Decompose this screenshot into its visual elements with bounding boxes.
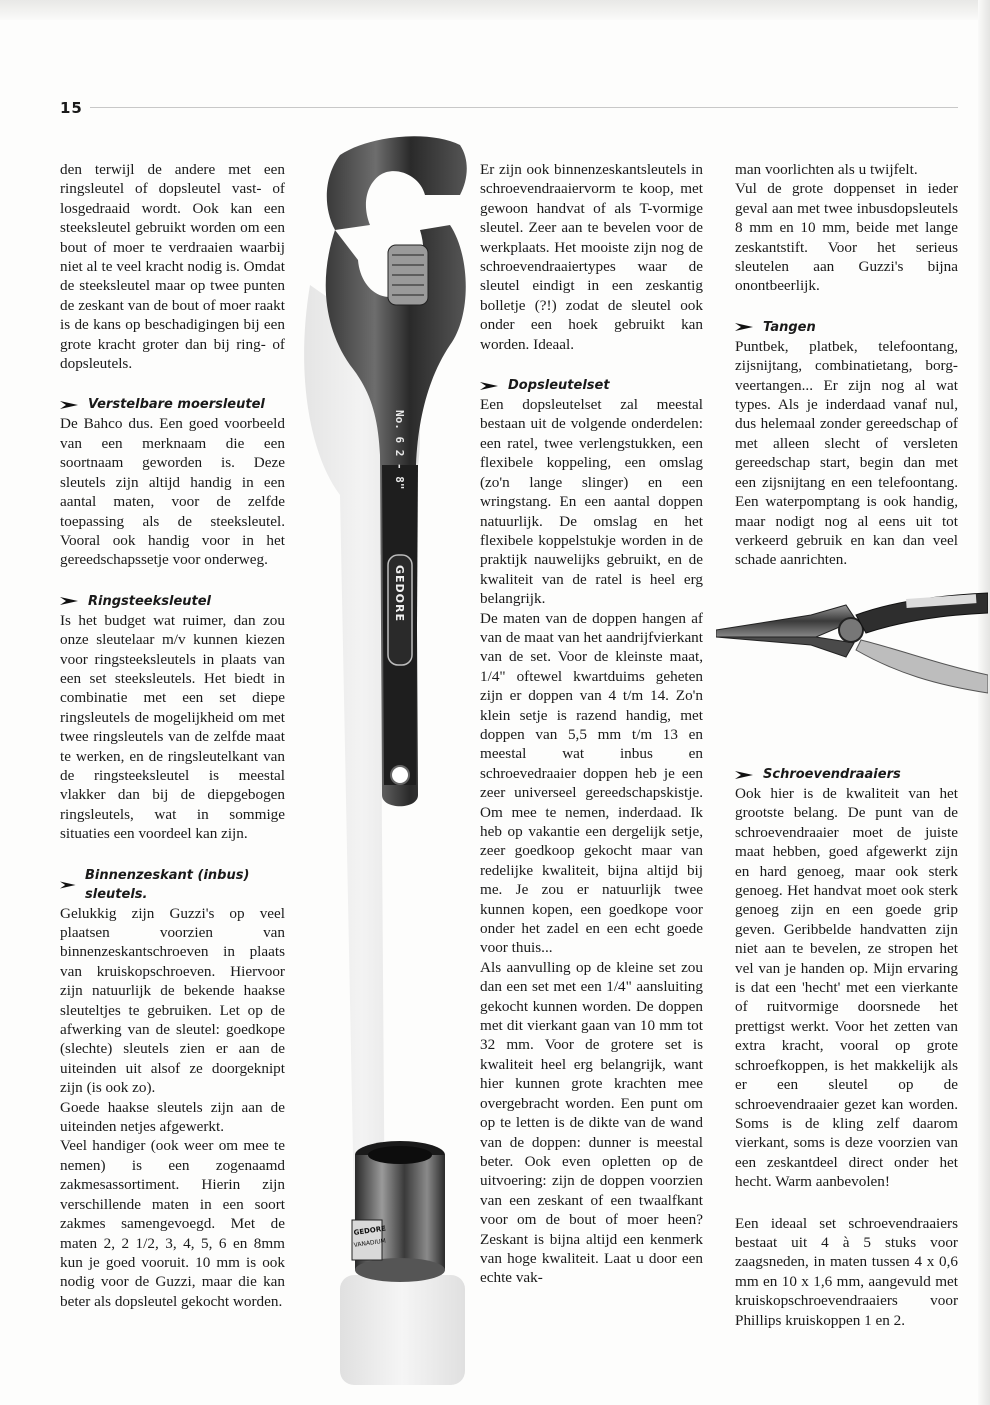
heading-text: Tangen [763, 319, 816, 335]
arrow-right-icon [480, 381, 502, 391]
column-3-lower [735, 765, 958, 1330]
arrow-right-icon [735, 322, 757, 332]
paragraph: Een dopsleutelset zal meestal bestaan uit de volgende onderdelen: een ratel, twee verlengstukken, een flexibele koppeling, een omslag (zo'n lange slinger) en een wringstang. En een aantal doppen natuurlijk. De omslag en het flexibele koppelstukje worden in de praktijk nauwelijks gebruikt, en de kwaliteit van de ratel is heel erg belangrijk. [480, 396, 703, 608]
paragraph: Gelukkig zijn Guzzi's op veel plaatsen voorzien van binnenzeskantschroeven in plaats van kruiskopschroeven. Hiervoor zijn natuurlijk de bekende haakse sleuteltjes te gebruiken. Let op de afwerking van de sleutel: goedkope (slechte) sleutels zien er aan de uiteinden uit alsof ze doorgeknipt zijn (is ook zo). [60, 904, 285, 1097]
column-3 [735, 160, 958, 570]
heading-text: Dopsleutelset [508, 378, 610, 394]
paragraph: den terwijl de andere met een ringsleutel of dopsleutel vast- of losgedraaid wordt. Ook kan een steeksleutel gebruikt worden om een bout of moer te verdraaien waarbij niet al te veel kracht nodig is. Omdat de steeksleutel maar op twee punten de zeskant van de bout of moer raakt is de kans op beschadigingen bij een grote kracht groter dan bij ring- of dopsleutels. [60, 161, 285, 373]
wrench-brand-label: GEDORE [393, 565, 406, 623]
paragraph: De Bahco dus. Een goed voorbeeld van een merknaam die een soortnaam geworden is. Deze sleutels zijn altijd handig in een aantal maten, voor de zelfde toepassing als de steeksleutel. Vooral ook handig voor in het gereedschapssetje voor onderweg. [60, 415, 285, 569]
scan-edge-top [0, 0, 990, 20]
paragraph: Er zijn ook binnenzeskantsleutels in schroevendraaiervorm te koop, met gewoon handvat of als T-vormige sleutel. Zeer aan te bevelen voor de werkplaats. Het mooiste zijn nog de schroevendraaiertypes waar de sleutel eindigt in een zeskantig bolletje (?!) zodat de sleutel ook onder een hoek gebruikt kan worden. Ideaal. [480, 161, 703, 353]
arrow-right-icon [735, 770, 757, 780]
arrow-right-icon [60, 596, 82, 606]
header-rule [90, 107, 958, 108]
paragraph: Een ideaal set schroevendraaiers bestaat uit 4 à 5 stuks voor zaagsneden, in maten tussen 4 x 0,6 mm en 10 x 1,6 mm, aangevuld met kruiskopschroevendraaiers voor Phillips kruiskoppen 1 en 2. [735, 1214, 958, 1329]
wrench-size-label: No. 6 2 - 8" [393, 410, 406, 490]
paragraph: Ook hier is de kwaliteit van het grootste belang. De punt van de schroevendraaier moet de juiste maat hebben, goed afgewerkt zijn en hard genoeg, maar ook sterk genoeg. Het handvat moet ook sterk genoeg zijn en een goede grip geven. Geribbelde handvatten zijn niet aan te bevelen, ze stropen het vel van je handen op. Mijn ervaring is dat een 'hecht' met een vierkante of ruitvormige doorsnede het prettigst werkt. Voor het zetten van extra kracht, vooral op grote schroefkoppen, is het makkelijk als er een sleutel op de schroevendraaier gezet kan worden. Soms is de kling zelf daarom vierkant, soms is deze voorzien van een zeskantdeel direct onder het hecht. Warm aanbevolen! [735, 785, 958, 1191]
column-1 [60, 160, 285, 1311]
section-heading [735, 765, 958, 784]
heading-text: Schroevendraaiers [763, 767, 901, 782]
paragraph: Goede haakse sleutels zijn aan de uiteinden netjes afgewerkt. [60, 1098, 285, 1136]
paragraph: Veel handiger (ook weer om mee te nemen) is een zogenaamd zakmesassortiment. Hierin zijn verschillende maten in een soort zakmes samengevoegd. Met de maten 2, 2 1/2, 3, 4, 5, 6 en 8mm kun je goed vooruit. 10 mm is ook nodig voor de Guzzi, maar die kan beter als dopsleutel gekocht worden. [60, 1137, 285, 1310]
page-number: 15 [60, 99, 83, 117]
paragraph: man voorlichten als u twijfelt. [735, 161, 918, 178]
column-2 [480, 160, 703, 1288]
section-heading [480, 376, 703, 395]
arrow-right-icon [60, 400, 82, 410]
section-heading [60, 395, 285, 414]
paragraph-gap [735, 1192, 958, 1214]
section-heading [60, 592, 285, 611]
section-heading [60, 866, 285, 904]
heading-text: Verstelbare moersleutel [88, 397, 265, 413]
scan-edge-right [978, 0, 990, 1405]
arrow-right-icon [60, 880, 79, 890]
adjustable-wrench-icon [300, 135, 480, 1275]
socket-material-label: VANADIUM [353, 1237, 387, 1249]
combination-pliers-icon [716, 575, 988, 695]
paragraph: Is het budget wat ruimer, dan zou onze sleutelaar m/v kunnen kiezen voor ringsteeksleutels in plaats van een set steeksleutels. Het biedt in combinatie met een set diepe ringsleutels de mogelijkheid om met twee ringsleutels van de zelfde maat te werken, en de ringsleutelkant van de ringsteeksleutel is meestal vlakker dan bij de diepgebogen ringsleutels, wat in sommige situaties een voordeel kan zijn. [60, 611, 285, 843]
section-heading [735, 318, 958, 337]
paragraph: De maten van de doppen hangen af van de maat van het aandrijfvierkant van de set. Voor de kleinste maat, 1/4" oftewel kwartduims geheten zijn er doppen van 4 t/m 14. Zo'n klein setje is razend handig, met doppen van 5,5 mm t/m 13 en meestal wat inbus en schroevedraaier doppen heb je een zeer universeel gereedschapskistje. Om mee te nemen, inderdaad. Ik heb op vakantie een dergelijk setje, zeer goedkoop gekocht maar van redelijke kwaliteit, bijna altijd bij me. Je zou er natuurlijk twee kunnen kopen, een goedkope voor onder het zadel en een echt goede voor thuis... [480, 609, 703, 957]
socket-icon [330, 1135, 470, 1390]
paragraph: Vul de grote doppenset in ieder geval aan met twee inbusdopsleutels 8 mm en 10 mm, beide met lange zeskantstift. Voor het serieus sleutelen aan Guzzi's bijna onontbeerlijk. [735, 180, 958, 295]
paragraph: Als aanvulling op de kleine set zou dan een set met een 1/4" aansluiting gekocht kunnen worden. De doppen met dit vierkant gaan van 10 mm tot 32 mm. Voor de grotere set is kwaliteit heel erg belangrijk, want hier kunnen grote krachten mee overgebracht worden. Een punt om op te letten is de dikte van de wand van de doppen: dunner is meestal beter. Ook even opletten op de uitvoering: zijn de doppen voorzien van een zeskant of een twaalfkant voor om de bout of moer heen? Zeskant is bijna altijd een kenmerk van hoge kwaliteit. Laat u door een echte vak- [480, 958, 703, 1287]
heading-text: Ringsteeksleutel [88, 593, 212, 609]
heading-text: Binnenzeskant (inbus) sleutels. [85, 867, 250, 902]
paragraph: Puntbek, platbek, telefoontang, zijsnijtang, combinatietang, borg- veertangen... Er zijn nog al wat types. Als je inderdaad vanaf nul, dus helemaal zonder gereedschap of met alleen slecht of versleten gereedschap start, begin dan met een zijsnijtang en een telefoontang. Een waterpomptang is ook handig, maar nodigt nog al eens uit tot verkeerd gebruik en kan dan veel schade aanrichten. [735, 337, 958, 569]
socket-brand-label: GEDORE [353, 1224, 387, 1237]
